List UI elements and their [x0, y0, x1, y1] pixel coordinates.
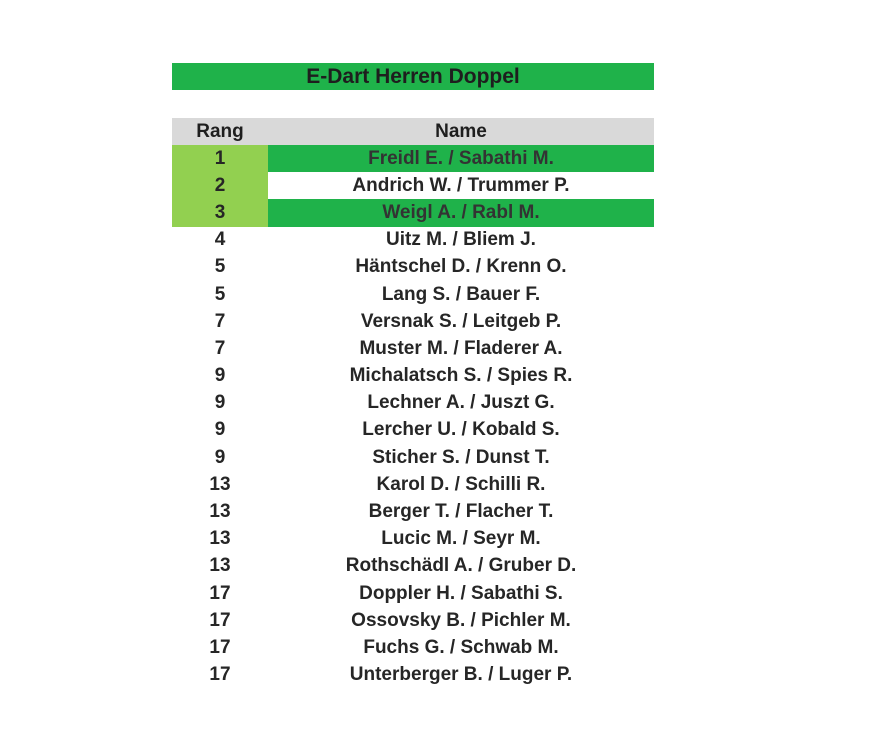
rank-cell: 9 [214, 419, 226, 441]
table-row [172, 281, 654, 308]
name-cell: Berger T. / Flacher T. [368, 501, 554, 523]
name-cell: Versnak S. / Leitgeb P. [360, 310, 562, 332]
name-cell: Fuchs G. / Schwab M. [363, 636, 559, 658]
name-cell: Andrich W. / Trummer P. [352, 174, 570, 196]
rank-cell: 7 [214, 310, 226, 332]
name-cell: Lucic M. / Seyr M. [381, 528, 541, 550]
rank-cell: 17 [209, 582, 231, 604]
table-row [172, 553, 654, 580]
rank-cell: 13 [209, 473, 231, 495]
name-cell: Uitz M. / Bliem J. [386, 229, 536, 251]
name-cell: Doppler H. / Sabathi S. [359, 582, 563, 604]
table-row [172, 444, 654, 471]
table-row [172, 172, 654, 199]
table-row [172, 145, 654, 172]
rank-cell: 17 [209, 664, 231, 686]
table-row [172, 662, 654, 689]
sheet-title: E-Dart Herren Doppel [172, 63, 654, 90]
name-cell: Karol D. / Schilli R. [376, 473, 546, 495]
name-cell: Lercher U. / Kobald S. [362, 419, 560, 441]
rank-cell: 3 [172, 199, 268, 226]
rank-cell: 4 [214, 229, 226, 251]
table-row [172, 254, 654, 281]
results-table [172, 118, 654, 689]
column-header-name: Name [435, 120, 487, 142]
name-cell: Rothschädl A. / Gruber D. [345, 555, 577, 577]
table-row [172, 227, 654, 254]
name-cell: Lechner A. / Juszt G. [367, 392, 555, 414]
table-header-row [172, 118, 654, 145]
column-header-rank: Rang [196, 120, 244, 142]
table-row [172, 335, 654, 362]
table-row [172, 308, 654, 335]
name-cell: Michalatsch S. / Spies R. [349, 365, 573, 387]
table-row [172, 607, 654, 634]
name-cell: Weigl A. / Rabl M. [268, 199, 654, 226]
rank-cell: 5 [214, 283, 226, 305]
rank-cell: 9 [214, 446, 226, 468]
rank-cell: 7 [214, 337, 226, 359]
rank-cell: 13 [209, 528, 231, 550]
rank-cell: 17 [209, 636, 231, 658]
table-row [172, 363, 654, 390]
table-row [172, 526, 654, 553]
rank-cell: 17 [209, 609, 231, 631]
name-cell: Ossovsky B. / Pichler M. [351, 609, 571, 631]
name-cell: Muster M. / Fladerer A. [359, 337, 563, 359]
rank-cell: 9 [214, 365, 226, 387]
name-cell: Freidl E. / Sabathi M. [268, 145, 654, 172]
table-row [172, 580, 654, 607]
table-row [172, 498, 654, 525]
table-row [172, 634, 654, 661]
name-cell: Lang S. / Bauer F. [381, 283, 541, 305]
rank-cell: 13 [209, 555, 231, 577]
rank-cell: 9 [214, 392, 226, 414]
table-row [172, 199, 654, 226]
rank-cell: 1 [172, 145, 268, 172]
name-cell: Sticher S. / Dunst T. [372, 446, 550, 468]
table-row [172, 390, 654, 417]
rank-cell: 13 [209, 501, 231, 523]
rank-cell: 2 [172, 172, 268, 199]
rank-cell: 5 [214, 256, 226, 278]
name-cell: Häntschel D. / Krenn O. [355, 256, 567, 278]
table-row [172, 417, 654, 444]
table-row [172, 471, 654, 498]
name-cell: Unterberger B. / Luger P. [349, 664, 573, 686]
